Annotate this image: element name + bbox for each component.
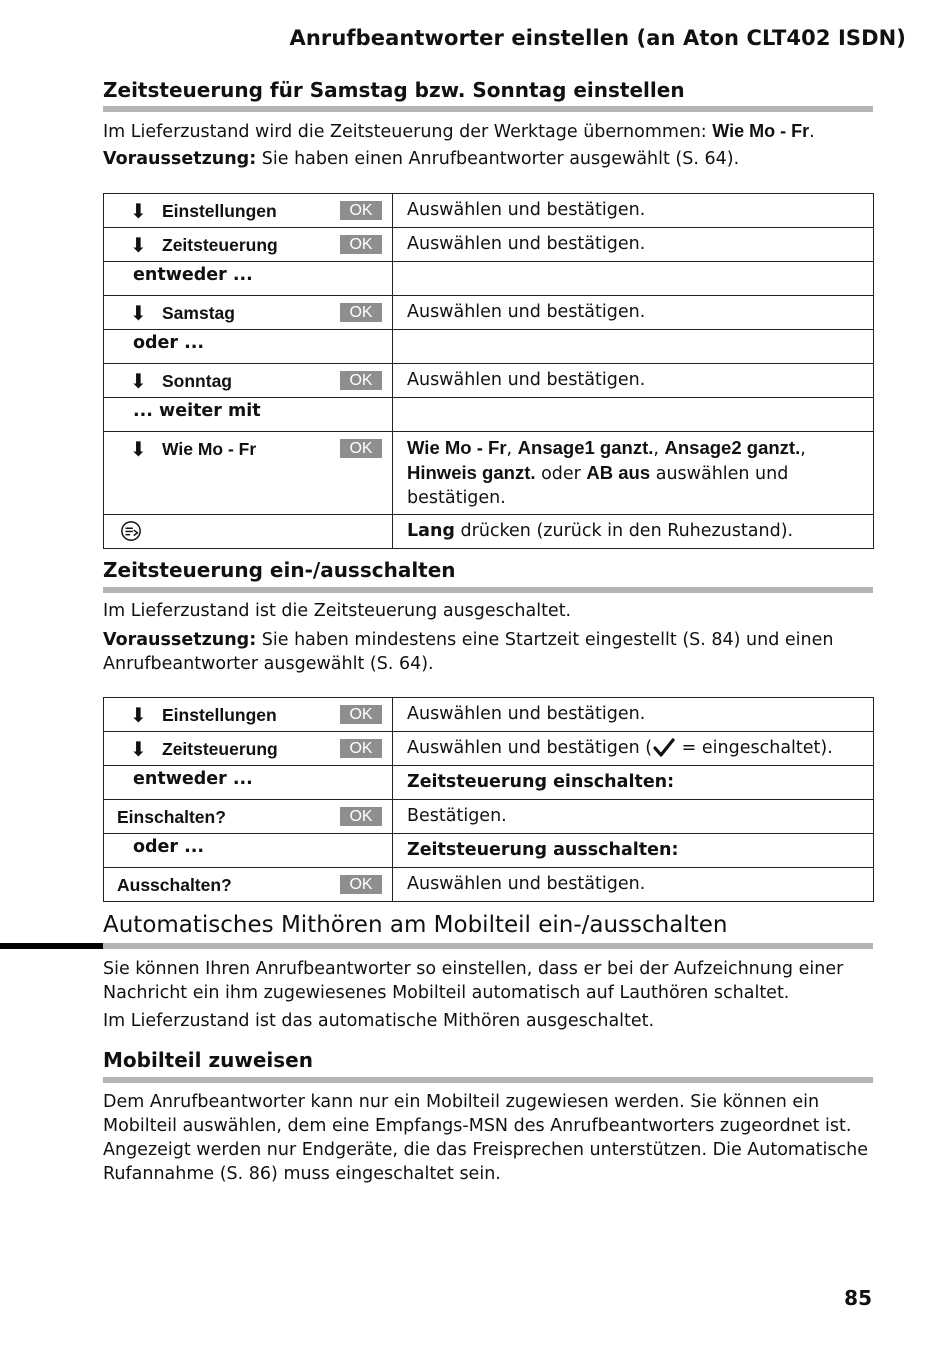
menu-item-label: Einschalten? [117, 807, 226, 827]
section-rule [103, 1077, 873, 1083]
step-description: Auswählen und bestätigen. [393, 194, 874, 228]
down-arrow-icon: ⬇ [130, 233, 147, 257]
table-row [104, 698, 874, 732]
table-row [104, 868, 874, 902]
step-description: Auswählen und bestätigen. [393, 364, 874, 398]
step-description: Auswählen und bestätigen. [393, 228, 874, 262]
condition-label: oder ... [133, 837, 205, 857]
step-description: Auswählen und bestätigen. [393, 868, 874, 902]
section-rule [103, 106, 873, 112]
down-arrow-icon: ⬇ [130, 301, 147, 325]
menu-item-label: Sonntag [162, 371, 232, 391]
steps-table-toggle [103, 697, 874, 902]
section-title-assign-handset: Mobilteil zuweisen [103, 1048, 313, 1072]
down-arrow-icon: ⬇ [130, 437, 147, 461]
menu-item-label: Zeitsteuerung [162, 235, 278, 255]
ok-button[interactable]: OK [340, 705, 382, 724]
condition-label: entweder ... [133, 265, 253, 285]
ok-button[interactable]: OK [340, 371, 382, 390]
ok-button[interactable]: OK [340, 807, 382, 826]
table-row [104, 432, 874, 515]
step-description: Bestätigen. [393, 800, 874, 834]
condition-label: oder ... [133, 333, 205, 353]
default-value: Wie Mo - Fr [712, 121, 810, 141]
section3-default-note: Im Lieferzustand ist das automatische Mithören ausgeschaltet. [103, 1011, 655, 1031]
menu-item-label: Ausschalten? [117, 875, 232, 895]
section1-prerequisite: Voraussetzung: Sie haben einen Anrufbeantworter ausgewählt (S. 64). [103, 149, 740, 169]
section4-paragraph: Dem Anrufbeantworter kann nur ein Mobilteil zugewiesen werden. Sie können ein Mobilteil auswählen, dem eine Empfangs-MSN des Anrufbeantworters zugeordnet ist. Angezeigt werden nur Endgeräte, die das Freisprechen unterstützen. Die Automatische Rufannahme (S. 86) muss eingeschaltet sein. [103, 1092, 869, 1184]
step-description: Auswählen und bestätigen. [393, 296, 874, 330]
table-row [104, 398, 874, 432]
step-heading: Zeitsteuerung ausschalten: [393, 834, 874, 868]
section-title-weekend-schedule: Zeitsteuerung für Samstag bzw. Sonntag einstellen [103, 78, 685, 102]
down-arrow-icon: ⬇ [130, 199, 147, 223]
step-description: Wie Mo - Fr, Ansage1 ganzt., Ansage2 ganzt., Hinweis ganzt. oder AB aus auswählen und bestätigen. [393, 432, 874, 515]
section-marker-bar [0, 943, 103, 949]
menu-item-label: Einstellungen [162, 201, 277, 221]
section-title-schedule-toggle: Zeitsteuerung ein-/ausschalten [103, 558, 456, 582]
menu-item-label: Zeitsteuerung [162, 739, 278, 759]
ok-button[interactable]: OK [340, 739, 382, 758]
section2-intro: Im Lieferzustand ist die Zeitsteuerung ausgeschaltet. [103, 601, 572, 621]
steps-table-weekend [103, 193, 874, 549]
ok-button[interactable]: OK [340, 875, 382, 894]
table-row [104, 262, 874, 296]
condition-label: entweder ... [133, 769, 253, 789]
ok-button[interactable]: OK [340, 201, 382, 220]
table-row [104, 330, 874, 364]
down-arrow-icon: ⬇ [130, 369, 147, 393]
ok-button[interactable]: OK [340, 439, 382, 458]
end-call-key-icon [120, 520, 142, 542]
section1-intro: Im Lieferzustand wird die Zeitsteuerung der Werktage übernommen: Wie Mo - Fr. [103, 121, 815, 142]
section-rule [103, 943, 873, 949]
down-arrow-icon: ⬇ [130, 737, 147, 761]
menu-item-label: Einstellungen [162, 705, 277, 725]
table-row [104, 834, 874, 868]
down-arrow-icon: ⬇ [130, 703, 147, 727]
checkmark-icon [652, 738, 676, 758]
section-rule [103, 587, 873, 593]
step-description: Auswählen und bestätigen. [393, 698, 874, 732]
section-title-auto-listen: Automatisches Mithören am Mobilteil ein-/ausschalten [103, 912, 728, 938]
menu-item-label: Wie Mo - Fr [162, 439, 257, 459]
section3-paragraph: Sie können Ihren Anrufbeantworter so einstellen, dass er bei der Aufzeichnung einer Nachricht ein ihm zugewiesenes Mobilteil automatisch auf Lauthören schaltet. [103, 959, 844, 1003]
condition-label: ... weiter mit [133, 401, 261, 421]
section2-prerequisite: Voraussetzung: Sie haben mindestens eine Startzeit eingestellt (S. 84) und einen Anrufbeantworter ausgewählt (S. 64). [103, 630, 834, 674]
step-heading: Zeitsteuerung einschalten: [393, 766, 874, 800]
table-row [104, 732, 874, 766]
table-row [104, 228, 874, 262]
table-row [104, 194, 874, 228]
page-header-title: Anrufbeantworter einstellen (an Aton CLT402 ISDN) [289, 26, 906, 50]
table-row [104, 800, 874, 834]
table-row [104, 364, 874, 398]
step-description: Auswählen und bestätigen ( = eingeschaltet). [393, 732, 874, 766]
table-row [104, 515, 874, 549]
ok-button[interactable]: OK [340, 235, 382, 254]
step-description: Lang drücken (zurück in den Ruhezustand). [393, 515, 874, 549]
ok-button[interactable]: OK [340, 303, 382, 322]
table-row [104, 766, 874, 800]
page-number: 85 [844, 1286, 872, 1310]
menu-item-label: Samstag [162, 303, 235, 323]
table-row [104, 296, 874, 330]
